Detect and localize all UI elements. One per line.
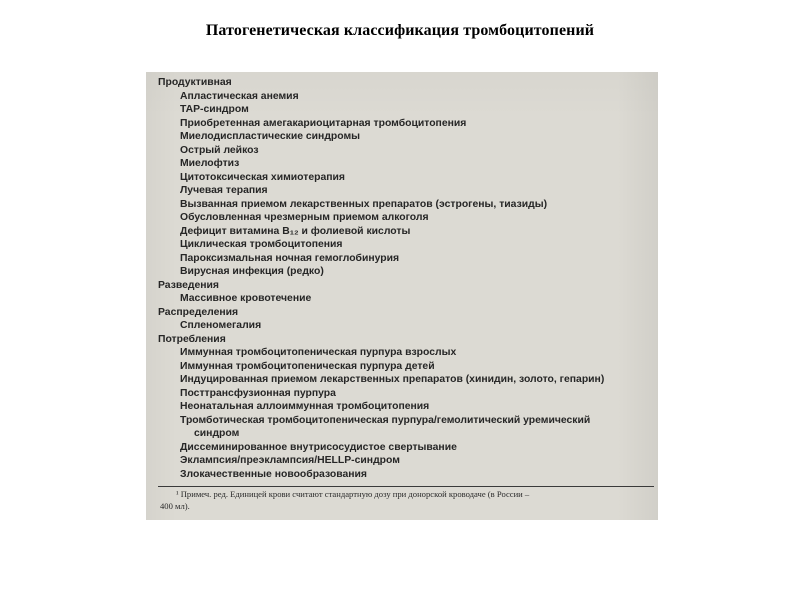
list-item: Вызванная приемом лекарственных препаратов (эстрогены, тиазиды): [180, 198, 548, 210]
list-item: Индуцированная приемом лекарственных препаратов (хинидин, золото, гепарин): [180, 374, 605, 385]
category-heading: Потребления: [158, 333, 226, 345]
list-item: Миелофтиз: [180, 158, 240, 169]
list-item: Апластическая анемия: [180, 90, 299, 102]
footnote-line-2: 400 мл).: [160, 501, 190, 511]
page-title: Патогенетическая классификация тромбоцитопений: [205, 22, 595, 39]
list-item: Циклическая тромбоцитопения: [180, 239, 343, 250]
footnote-line-1: ¹ Примеч. ред. Единицей крови считают стандартную дозу при донорской кроводаче (в России –: [176, 489, 530, 499]
list-item: Неонатальная аллоиммунная тромбоцитопения: [180, 401, 430, 412]
list-item: TAP-синдром: [180, 104, 249, 115]
scanned-page-image: [146, 72, 658, 520]
list-item: Дефицит витамина B₁₂ и фолиевой кислоты: [180, 225, 411, 237]
footnote-divider: [158, 486, 654, 487]
category-heading: Разведения: [158, 279, 219, 291]
list-item: Острый лейкоз: [180, 144, 259, 156]
category-heading: Продуктивная: [158, 77, 232, 88]
list-item: Диссеминированное внутрисосудистое свертывание: [180, 441, 457, 453]
list-item: Приобретенная амегакариоцитарная тромбоцитопения: [180, 117, 467, 129]
list-item: Цитотоксическая химиотерапия: [180, 171, 345, 183]
list-item: Обусловленная чрезмерным приемом алкоголя: [180, 212, 429, 223]
list-item: Спленомегалия: [180, 320, 262, 331]
list-item: Эклампсия/преэклампсия/HELLP-синдром: [180, 455, 400, 466]
list-item: Лучевая терапия: [180, 185, 268, 196]
footnote: [160, 488, 654, 512]
list-item: Вирусная инфекция (редко): [180, 266, 324, 277]
list-item: Массивное кровотечение: [180, 293, 312, 304]
list-item: Злокачественные новообразования: [180, 468, 367, 480]
list-item: Тромботическая тромбоцитопеническая пурпура/гемолитический уремический: [180, 414, 591, 426]
list-item: синдром: [194, 428, 240, 439]
list-item: Пароксизмальная ночная гемоглобинурия: [180, 252, 400, 264]
list-item: Иммунная тромбоцитопеническая пурпура взрослых: [180, 347, 457, 358]
classification-list: [158, 76, 654, 481]
category-heading: Распределения: [158, 306, 239, 318]
list-item: Посттрансфузионная пурпура: [180, 387, 336, 399]
list-item: Миелодиспластические синдромы: [180, 131, 361, 142]
list-item: Иммунная тромбоцитопеническая пурпура детей: [180, 360, 435, 372]
